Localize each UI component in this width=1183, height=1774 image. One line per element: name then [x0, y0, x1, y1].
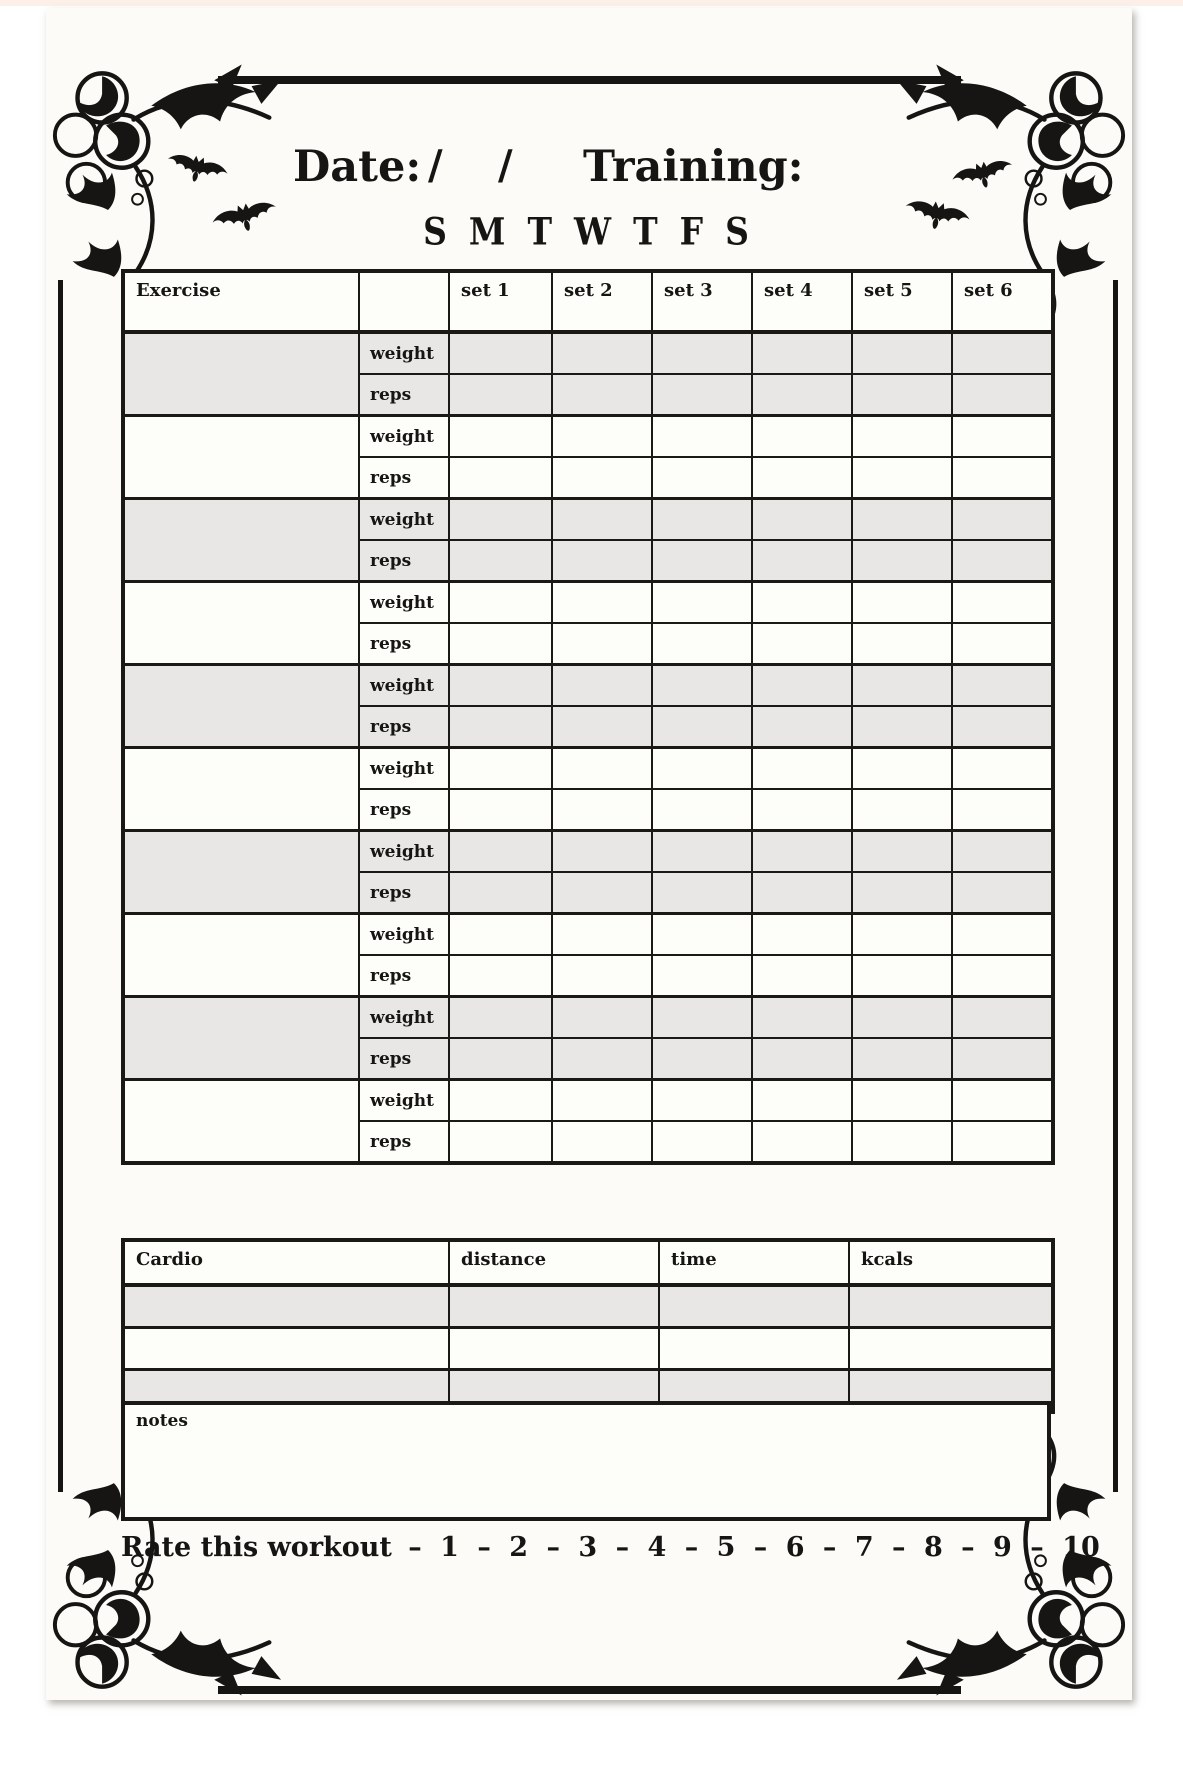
set-weight-fill-cell[interactable]: [552, 416, 652, 458]
set-weight-fill-cell[interactable]: [952, 582, 1053, 624]
cardio-header-row: [123, 1240, 1053, 1285]
set-reps-fill-cell[interactable]: [552, 457, 652, 499]
set-weight-fill-cell[interactable]: [449, 332, 552, 374]
cardio-row: [123, 1285, 1053, 1328]
set-reps-fill-cell[interactable]: [449, 955, 552, 997]
set-weight-fill-cell[interactable]: [652, 665, 752, 707]
rating-separator: –: [813, 1532, 846, 1563]
set-weight-fill-cell[interactable]: [449, 665, 552, 707]
set-weight-fill-cell[interactable]: [952, 831, 1053, 873]
notes-label: notes: [136, 1411, 188, 1431]
weight-label: weight: [359, 665, 449, 707]
set-reps-fill-cell[interactable]: [952, 955, 1053, 997]
set-weight-fill-cell[interactable]: [652, 499, 752, 541]
set-reps-fill-cell[interactable]: [552, 540, 652, 582]
set-weight-fill-cell[interactable]: [449, 582, 552, 624]
set-reps-fill-cell[interactable]: [652, 789, 752, 831]
set-weight-fill-cell[interactable]: [652, 748, 752, 790]
weight-label: weight: [359, 332, 449, 374]
rating-option[interactable]: 6: [785, 1532, 805, 1563]
cardio-row: [123, 1328, 1053, 1370]
exercise-table-header-cell: Exercise: [123, 271, 359, 332]
cardio-header-cell: distance: [449, 1240, 659, 1285]
set-weight-fill-cell[interactable]: [652, 416, 752, 458]
set-weight-fill-cell[interactable]: [552, 748, 652, 790]
exercise-weight-row: [123, 416, 1053, 458]
exercise-table-header-cell: [359, 271, 449, 332]
set-reps-fill-cell[interactable]: [952, 1038, 1053, 1080]
set-reps-fill-cell[interactable]: [552, 623, 652, 665]
cardio-fill-cell[interactable]: [659, 1328, 849, 1370]
set-weight-fill-cell[interactable]: [552, 582, 652, 624]
rating-option[interactable]: 9: [993, 1532, 1012, 1563]
exercise-name-cell[interactable]: [123, 997, 359, 1080]
set-reps-fill-cell[interactable]: [552, 374, 652, 416]
rating-separator: –: [606, 1532, 639, 1563]
reps-label: reps: [359, 1121, 449, 1163]
rating-separator: –: [675, 1532, 708, 1563]
set-reps-fill-cell[interactable]: [652, 1038, 752, 1080]
set-reps-fill-cell[interactable]: [852, 1038, 952, 1080]
set-weight-fill-cell[interactable]: [552, 499, 652, 541]
rating-separator: –: [467, 1532, 501, 1563]
set-reps-fill-cell[interactable]: [852, 540, 952, 582]
weight-label: weight: [359, 1080, 449, 1122]
set-reps-fill-cell[interactable]: [752, 1121, 852, 1163]
set-weight-fill-cell[interactable]: [952, 665, 1053, 707]
set-reps-fill-cell[interactable]: [952, 540, 1053, 582]
set-reps-fill-cell[interactable]: [449, 1121, 552, 1163]
set-weight-fill-cell[interactable]: [752, 748, 852, 790]
set-reps-fill-cell[interactable]: [652, 955, 752, 997]
set-weight-fill-cell[interactable]: [752, 416, 852, 458]
exercise-weight-row: [123, 582, 1053, 624]
set-reps-fill-cell[interactable]: [952, 706, 1053, 748]
rating-option[interactable]: 4: [647, 1532, 667, 1563]
set-reps-fill-cell[interactable]: [852, 872, 952, 914]
set-reps-fill-cell[interactable]: [449, 789, 552, 831]
exercise-name-cell[interactable]: [123, 416, 359, 499]
set-weight-fill-cell[interactable]: [652, 582, 752, 624]
exercise-weight-row: [123, 914, 1053, 956]
rating-label: Rate this workout: [121, 1532, 392, 1563]
exercise-table-header-cell: set 2: [552, 271, 652, 332]
day-letter[interactable]: S: [725, 209, 749, 254]
set-weight-fill-cell[interactable]: [852, 1080, 952, 1122]
weight-label: weight: [359, 914, 449, 956]
set-reps-fill-cell[interactable]: [752, 872, 852, 914]
set-reps-fill-cell[interactable]: [752, 789, 852, 831]
exercise-name-cell[interactable]: [123, 582, 359, 665]
planner-sheet: [46, 8, 1132, 1700]
set-weight-fill-cell[interactable]: [552, 914, 652, 956]
set-weight-fill-cell[interactable]: [752, 332, 852, 374]
rating-separator: –: [1020, 1532, 1054, 1563]
weekday-selector: [121, 209, 1051, 254]
rating-separator: –: [537, 1532, 570, 1563]
rating-option[interactable]: 3: [578, 1532, 598, 1563]
cardio-header-cell: time: [659, 1240, 849, 1285]
exercise-name-cell[interactable]: [123, 1080, 359, 1164]
set-weight-fill-cell[interactable]: [449, 914, 552, 956]
set-reps-fill-cell[interactable]: [952, 374, 1053, 416]
right-border-line: [1113, 280, 1118, 1492]
set-reps-fill-cell[interactable]: [852, 374, 952, 416]
set-weight-fill-cell[interactable]: [952, 416, 1053, 458]
set-weight-fill-cell[interactable]: [552, 665, 652, 707]
rating-separator: –: [882, 1532, 915, 1563]
day-letter[interactable]: M: [468, 209, 506, 254]
date-label: Date:: [293, 142, 422, 192]
set-weight-fill-cell[interactable]: [449, 748, 552, 790]
weight-label: weight: [359, 748, 449, 790]
set-reps-fill-cell[interactable]: [952, 457, 1053, 499]
cardio-header-cell: Cardio: [123, 1240, 449, 1285]
set-weight-fill-cell[interactable]: [752, 499, 852, 541]
set-reps-fill-cell[interactable]: [652, 540, 752, 582]
exercise-weight-row: [123, 831, 1053, 873]
set-reps-fill-cell[interactable]: [552, 872, 652, 914]
exercise-weight-row: [123, 1080, 1053, 1122]
reps-label: reps: [359, 540, 449, 582]
set-weight-fill-cell[interactable]: [449, 997, 552, 1039]
set-weight-fill-cell[interactable]: [449, 1080, 552, 1122]
date-slash: /: [428, 142, 443, 189]
set-weight-fill-cell[interactable]: [852, 499, 952, 541]
reps-label: reps: [359, 623, 449, 665]
set-reps-fill-cell[interactable]: [449, 374, 552, 416]
set-reps-fill-cell[interactable]: [752, 706, 852, 748]
set-weight-fill-cell[interactable]: [852, 831, 952, 873]
set-reps-fill-cell[interactable]: [552, 706, 652, 748]
set-reps-fill-cell[interactable]: [752, 623, 852, 665]
exercise-name-cell[interactable]: [123, 665, 359, 748]
set-reps-fill-cell[interactable]: [752, 457, 852, 499]
day-letter[interactable]: W: [574, 209, 612, 254]
top-border-bar: [218, 76, 961, 84]
day-letter[interactable]: T: [527, 209, 553, 254]
rating-separator: –: [408, 1532, 432, 1563]
exercise-name-cell[interactable]: [123, 831, 359, 914]
set-weight-fill-cell[interactable]: [752, 831, 852, 873]
cardio-fill-cell[interactable]: [449, 1328, 659, 1370]
set-weight-fill-cell[interactable]: [852, 914, 952, 956]
exercise-weight-row: [123, 997, 1053, 1039]
set-weight-fill-cell[interactable]: [952, 1080, 1053, 1122]
reps-label: reps: [359, 955, 449, 997]
cardio-table: [121, 1238, 1055, 1414]
set-weight-fill-cell[interactable]: [449, 499, 552, 541]
reps-label: reps: [359, 1038, 449, 1080]
set-reps-fill-cell[interactable]: [852, 1121, 952, 1163]
rating-option[interactable]: 2: [509, 1532, 529, 1563]
set-reps-fill-cell[interactable]: [952, 872, 1053, 914]
set-reps-fill-cell[interactable]: [552, 1038, 652, 1080]
day-letter[interactable]: T: [633, 209, 658, 254]
cardio-fill-cell[interactable]: [659, 1285, 849, 1328]
day-letter[interactable]: S: [423, 209, 447, 254]
set-reps-fill-cell[interactable]: [652, 1121, 752, 1163]
background-edge-strip: [0, 0, 1183, 6]
exercise-name-cell[interactable]: [123, 332, 359, 416]
cardio-fill-cell[interactable]: [123, 1285, 449, 1328]
exercise-weight-row: [123, 665, 1053, 707]
exercise-table-header-cell: set 4: [752, 271, 852, 332]
exercise-name-cell[interactable]: [123, 499, 359, 582]
set-reps-fill-cell[interactable]: [449, 872, 552, 914]
rating-separator: –: [744, 1532, 777, 1563]
set-reps-fill-cell[interactable]: [552, 955, 652, 997]
set-weight-fill-cell[interactable]: [852, 582, 952, 624]
rating-option[interactable]: 7: [854, 1532, 874, 1563]
set-weight-fill-cell[interactable]: [952, 332, 1053, 374]
cardio-fill-cell[interactable]: [123, 1328, 449, 1370]
set-reps-fill-cell[interactable]: [652, 872, 752, 914]
rating-option[interactable]: 8: [923, 1532, 943, 1563]
exercise-table-header-cell: set 1: [449, 271, 552, 332]
set-reps-fill-cell[interactable]: [652, 623, 752, 665]
rating-option[interactable]: 1: [440, 1532, 459, 1563]
reps-label: reps: [359, 706, 449, 748]
set-weight-fill-cell[interactable]: [552, 997, 652, 1039]
set-reps-fill-cell[interactable]: [852, 789, 952, 831]
set-weight-fill-cell[interactable]: [952, 499, 1053, 541]
set-reps-fill-cell[interactable]: [952, 623, 1053, 665]
set-reps-fill-cell[interactable]: [552, 789, 652, 831]
set-reps-fill-cell[interactable]: [752, 540, 852, 582]
exercise-weight-row: [123, 499, 1053, 541]
set-reps-fill-cell[interactable]: [852, 457, 952, 499]
notes-field[interactable]: [121, 1401, 1051, 1521]
set-reps-fill-cell[interactable]: [449, 623, 552, 665]
set-weight-fill-cell[interactable]: [952, 914, 1053, 956]
rating-option[interactable]: 10: [1062, 1532, 1100, 1563]
reps-label: reps: [359, 789, 449, 831]
date-slash: /: [498, 142, 513, 189]
set-reps-fill-cell[interactable]: [652, 706, 752, 748]
set-reps-fill-cell[interactable]: [852, 623, 952, 665]
set-weight-fill-cell[interactable]: [852, 997, 952, 1039]
set-weight-fill-cell[interactable]: [449, 416, 552, 458]
set-weight-fill-cell[interactable]: [752, 665, 852, 707]
exercise-table-header-cell: set 6: [952, 271, 1053, 332]
exercise-weight-row: [123, 748, 1053, 790]
set-weight-fill-cell[interactable]: [852, 665, 952, 707]
set-reps-fill-cell[interactable]: [652, 457, 752, 499]
reps-label: reps: [359, 374, 449, 416]
exercise-table-header-cell: set 5: [852, 271, 952, 332]
set-reps-fill-cell[interactable]: [652, 374, 752, 416]
weight-label: weight: [359, 416, 449, 458]
cardio-header-cell: kcals: [849, 1240, 1053, 1285]
weight-label: weight: [359, 582, 449, 624]
set-weight-fill-cell[interactable]: [552, 1080, 652, 1122]
day-letter[interactable]: F: [679, 209, 704, 254]
set-reps-fill-cell[interactable]: [752, 374, 852, 416]
training-label: Training:: [583, 142, 804, 192]
set-weight-fill-cell[interactable]: [652, 914, 752, 956]
set-reps-fill-cell[interactable]: [852, 955, 952, 997]
set-weight-fill-cell[interactable]: [952, 997, 1053, 1039]
set-reps-fill-cell[interactable]: [752, 1038, 852, 1080]
exercise-name-cell[interactable]: [123, 914, 359, 997]
set-weight-fill-cell[interactable]: [852, 332, 952, 374]
set-reps-fill-cell[interactable]: [449, 1038, 552, 1080]
set-weight-fill-cell[interactable]: [652, 997, 752, 1039]
rating-option[interactable]: 5: [716, 1532, 736, 1563]
left-border-line: [58, 280, 63, 1492]
set-weight-fill-cell[interactable]: [652, 332, 752, 374]
weight-label: weight: [359, 831, 449, 873]
exercise-table-header-row: [123, 271, 1053, 332]
exercise-name-cell[interactable]: [123, 748, 359, 831]
set-reps-fill-cell[interactable]: [449, 706, 552, 748]
rating-separator: –: [951, 1532, 985, 1563]
set-reps-fill-cell[interactable]: [449, 457, 552, 499]
set-reps-fill-cell[interactable]: [852, 706, 952, 748]
reps-label: reps: [359, 457, 449, 499]
set-weight-fill-cell[interactable]: [552, 831, 652, 873]
set-weight-fill-cell[interactable]: [652, 831, 752, 873]
set-weight-fill-cell[interactable]: [752, 914, 852, 956]
set-weight-fill-cell[interactable]: [652, 1080, 752, 1122]
set-reps-fill-cell[interactable]: [952, 789, 1053, 831]
set-weight-fill-cell[interactable]: [752, 1080, 852, 1122]
set-weight-fill-cell[interactable]: [552, 332, 652, 374]
exercise-weight-row: [123, 332, 1053, 374]
set-weight-fill-cell[interactable]: [752, 997, 852, 1039]
cardio-fill-cell[interactable]: [849, 1285, 1053, 1328]
set-reps-fill-cell[interactable]: [952, 1121, 1053, 1163]
set-reps-fill-cell[interactable]: [752, 955, 852, 997]
set-reps-fill-cell[interactable]: [449, 540, 552, 582]
set-weight-fill-cell[interactable]: [952, 748, 1053, 790]
exercise-table-header-cell: set 3: [652, 271, 752, 332]
set-weight-fill-cell[interactable]: [852, 416, 952, 458]
cardio-fill-cell[interactable]: [849, 1328, 1053, 1370]
set-weight-fill-cell[interactable]: [852, 748, 952, 790]
set-weight-fill-cell[interactable]: [752, 582, 852, 624]
reps-label: reps: [359, 872, 449, 914]
set-weight-fill-cell[interactable]: [449, 831, 552, 873]
weight-label: weight: [359, 499, 449, 541]
set-reps-fill-cell[interactable]: [552, 1121, 652, 1163]
workout-rating-scale: [121, 1532, 1100, 1563]
exercise-table: [121, 269, 1055, 1165]
cardio-fill-cell[interactable]: [449, 1285, 659, 1328]
weight-label: weight: [359, 997, 449, 1039]
bottom-border-bar: [218, 1686, 961, 1694]
